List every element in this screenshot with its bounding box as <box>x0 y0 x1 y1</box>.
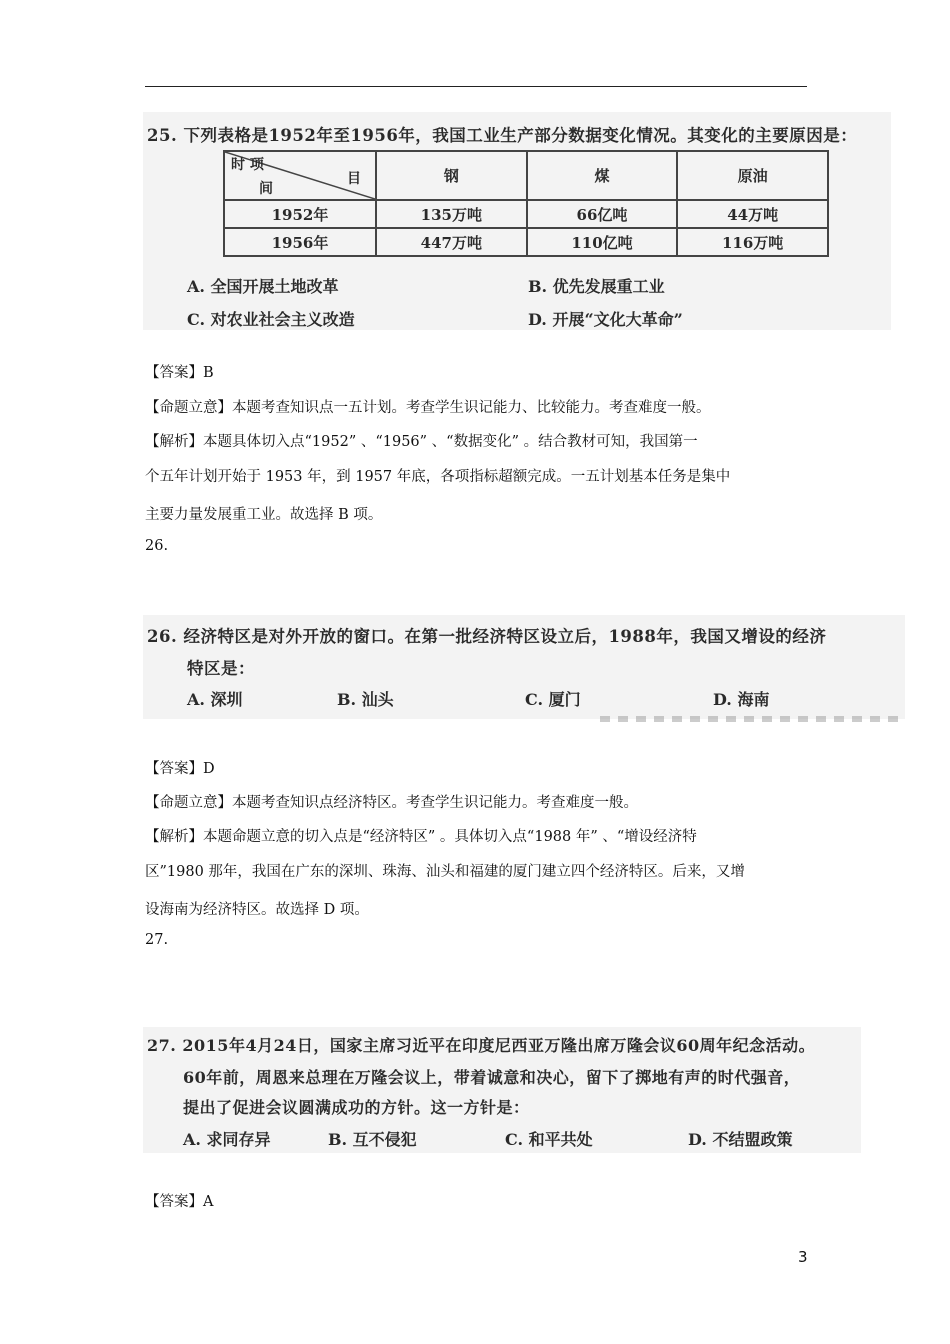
corner-label-mid: 目 <box>347 171 361 187</box>
table-row <box>224 228 828 256</box>
header-coal: 煤 <box>527 151 678 200</box>
table-corner-cell <box>224 151 376 200</box>
table-cell: 44万吨 <box>677 200 828 228</box>
option-a: A. 全国开展土地改革 <box>187 277 339 296</box>
answer-27: 【答案】A <box>145 1194 214 1210</box>
intent-25: 【命题立意】本题考查知识点一五计划。考查学生识记能力、比较能力。考查难度一般。 <box>145 400 711 416</box>
question-27-stem-line-3: 提出了促进会议圆满成功的方针。这一方针是： <box>183 1098 530 1117</box>
analysis-26-line-1: 【解析】本题命题立意的切入点是“经济特区” 。具体切入点“1988 年” 、“增设经济特 <box>145 829 697 845</box>
analysis-25-line-2: 个五年计划开始于 1953 年，到 1957 年底，各项指标超额完成。一五计划基本任务是集中 <box>145 469 731 485</box>
option-b: B. 汕头 <box>337 690 394 709</box>
table-cell: 447万吨 <box>376 228 527 256</box>
analysis-26-line-3: 设海南为经济特区。故选择 D 项。 <box>145 902 369 918</box>
analysis-26-line-2: 区”1980 那年，我国在广东的深圳、珠海、汕头和福建的厦门建立四个经济特区。后来，又增 <box>145 864 745 880</box>
analysis-25-line-1: 【解析】本题具体切入点“1952” 、“1956” 、“数据变化” 。结合教材可知，我国第一 <box>145 434 698 450</box>
table-cell: 135万吨 <box>376 200 527 228</box>
table-cell: 66亿吨 <box>527 200 678 228</box>
question-26-stem-line-1: 26. 经济特区是对外开放的窗口。在第一批经济特区设立后，1988年，我国又增设的经济 <box>147 627 827 646</box>
question-27-stem-line-2: 60年前，周恩来总理在万隆会议上，带着诚意和决心，留下了掷地有声的时代强音， <box>183 1068 801 1087</box>
option-a: A. 求同存异 <box>183 1130 271 1149</box>
corner-label-top: 时 项 <box>231 157 264 173</box>
option-b: B. 优先发展重工业 <box>528 277 665 296</box>
industry-data-table <box>223 150 829 257</box>
table-cell: 116万吨 <box>677 228 828 256</box>
analysis-25-line-3: 主要力量发展重工业。故选择 B 项。 <box>145 507 383 523</box>
table-row <box>224 200 828 228</box>
header-rule <box>145 86 807 87</box>
question-26-label: 26. <box>145 538 169 554</box>
table-cell: 110亿吨 <box>527 228 678 256</box>
intent-26: 【命题立意】本题考查知识点经济特区。考查学生识记能力。考查难度一般。 <box>145 795 638 811</box>
header-crude-oil: 原油 <box>677 151 828 200</box>
question-27-image <box>143 1027 861 1153</box>
option-a: A. 深圳 <box>187 690 243 709</box>
row-year: 1956年 <box>224 228 376 256</box>
row-year: 1952年 <box>224 200 376 228</box>
question-26-image <box>143 615 905 719</box>
option-d: D. 开展“文化大革命” <box>528 310 683 329</box>
question-27-stem-line-1: 27. 2015年4月24日，国家主席习近平在印度尼西亚万隆出席万隆会议60周年纪念活动。 <box>147 1036 816 1055</box>
question-26-stem-line-2: 特区是： <box>187 659 255 678</box>
option-c: C. 厦门 <box>525 690 581 709</box>
option-c: C. 对农业社会主义改造 <box>187 310 355 329</box>
answer-26: 【答案】D <box>145 761 215 777</box>
answer-25: 【答案】B <box>145 365 214 381</box>
question-25-stem: 25. 下列表格是1952年至1956年，我国工业生产部分数据变化情况。其变化的主要原因是： <box>147 126 858 145</box>
question-25-image <box>143 112 891 330</box>
option-c: C. 和平共处 <box>505 1130 593 1149</box>
corner-label-bottom: 间 <box>259 181 273 197</box>
question-27-label: 27. <box>145 932 169 948</box>
scan-artifact <box>600 716 900 722</box>
header-steel: 钢 <box>376 151 527 200</box>
page-number: 3 <box>798 1248 808 1266</box>
option-d: D. 不结盟政策 <box>688 1130 793 1149</box>
option-d: D. 海南 <box>713 690 770 709</box>
option-b: B. 互不侵犯 <box>328 1130 417 1149</box>
